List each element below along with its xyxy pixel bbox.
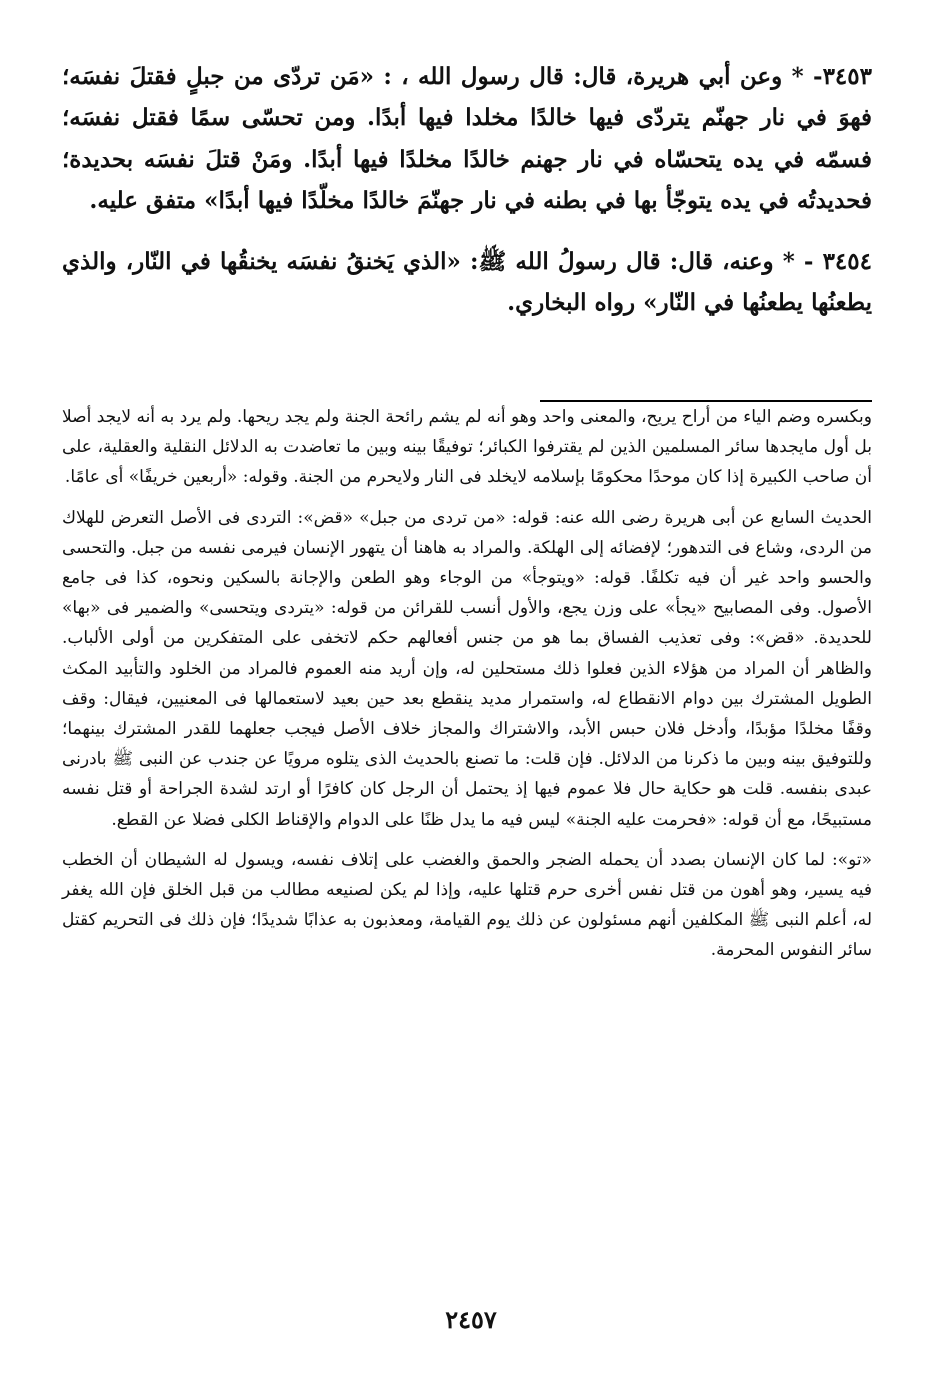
commentary-paragraph-2: الحديث السابع عن أبى هريرة رضى الله عنه: قوله: «من تردى من جبل» «قض»: التردى فى الأصل التعرض للهلاك من الردى، وشاع فى التدهور؛ لإفضائه إلى الهلكة. والمراد به هاهنا أن يتهور الإنسان فيرمى نفسه من جبل. والتحسى والحسو واحد غير أن فيه تكلفًا. قوله: «ويتوجأ» من الوجاء وهو الطعن والإجانة بالسكين ونحوه، كذا فى جامع الأصول. وفى المصابيح «يجأ» على وزن يجع، والأول أنسب للقرائن من قوله: «يتردى ويتحسى» والضمير فى «بها» للحديدة. «قض»: وفى تعذيب الفساق بما هو من جنس أفعالهم حكم لاتخفى على المتفكرين من أولى الألباب. والظاهر أن المراد من هؤلاء الذين فعلوا ذلك مستحلين له، وإن أريد منه العموم فالمراد من الخلود والتأبيد المكث الطويل المشترك بين دوام الانقطاع له، واستمرار مديد ينقطع بعد حين بعيد لاستعمالها فى المعنيين، فيقال: وقف وقفًا مخلدًا مؤبدًا، وأدخل فلان حبس الأبد، والاشتراك والمجاز خلاف الأصل فيجب جعلهما للقدر المشترك بينهما؛ وللتوفيق بينه وبين ما ذكرنا من الدلائل. فإن قلت: ما تصنع بالحديث الذى يتلوه مرويًا عن جندب عن النبى ﷺ بادرنى عبدى بنفسه. قلت هو حكاية حال فلا عموم فيها إذ يحتمل أن الرجل كان كافرًا أو ارتد لشدة الجراحة أو قتل نفسه مستبيحًا، مع أن قوله: «فحرمت عليه الجنة» ليس فيه ما يدل ظنًا على الدوام والإقناط الكلى فضلا عن القطع. bbox=[62, 507, 872, 830]
hadith-3453: ٣٤٥٣- * وعن أبي هريرة، قال: قال رسول الله ، : «مَن تردّى من جبلٍ فقتلَ نفسَه؛ فهوَ في نار جهنّم يتردّى فيها خالدًا مخلدا فيها أبدًا. ومن تحسّى سمًا فقتل نفسَه؛ فسمّه في يده يتحسّاه في نار جهنم خالدًا مخلدًا فيها أبدًا. ومَنْ قتلَ نفسَه بحديدة؛ فحديدتُه في يده يتوجّأ بها في بطنه في نار جهنّمَ خالدًا مخلّدًا فيها أبدًا» متفق عليه. bbox=[62, 63, 872, 214]
hadith-3454: ٣٤٥٤ - * وعنه، قال: قال رسولُ الله ﷺ: «الذي يَخنقُ نفسَه يخنقُها في النّار، والذي يطعنُها يطعنُها في النّار» رواه البخاري. bbox=[62, 248, 872, 317]
hadith-section bbox=[62, 56, 872, 324]
commentary-section bbox=[62, 402, 872, 966]
commentary-paragraph-1: وبكسره وضم الياء من أراح يريح، والمعنى واحد وهو أنه لم يشم رائحة الجنة ولم يجد ريحها. ولم يرد به أنه لايجد أصلا بل أول مايجدها سائر المسلمين الذين لم يقترفوا الكبائر؛ توفيقًا بينه وبين ما تعاضدت به الدلائل النقلية والعقلية، على أن صاحب الكبيرة إذا كان موحدًا محكومًا بإسلامه لايخلد فى النار ولايحرم من الجنة. وقوله: «أربعين خريفًا» أى عامًا. bbox=[62, 407, 872, 488]
page-number: ٢٤٥٧ bbox=[445, 1305, 497, 1334]
commentary-paragraph-3: «تو»: لما كان الإنسان بصدد أن يحمله الضجر والحمق والغضب على إتلاف نفسه، ويسول له الشيطان أن الخطب فيه يسير، وهو أهون من قتل نفس أخرى حرم قتلها عليه، وإذا لم يكن لصنيعه مطالب من قبل الخلق فإن الله يغفر له، أعلم النبى ﷺ المكلفين أنهم مسئولون عن ذلك يوم القيامة، ومعذبون به عذابًا شديدًا؛ فإن ذلك فى التحريم كقتل سائر النفوس المحرمة. bbox=[62, 849, 872, 961]
